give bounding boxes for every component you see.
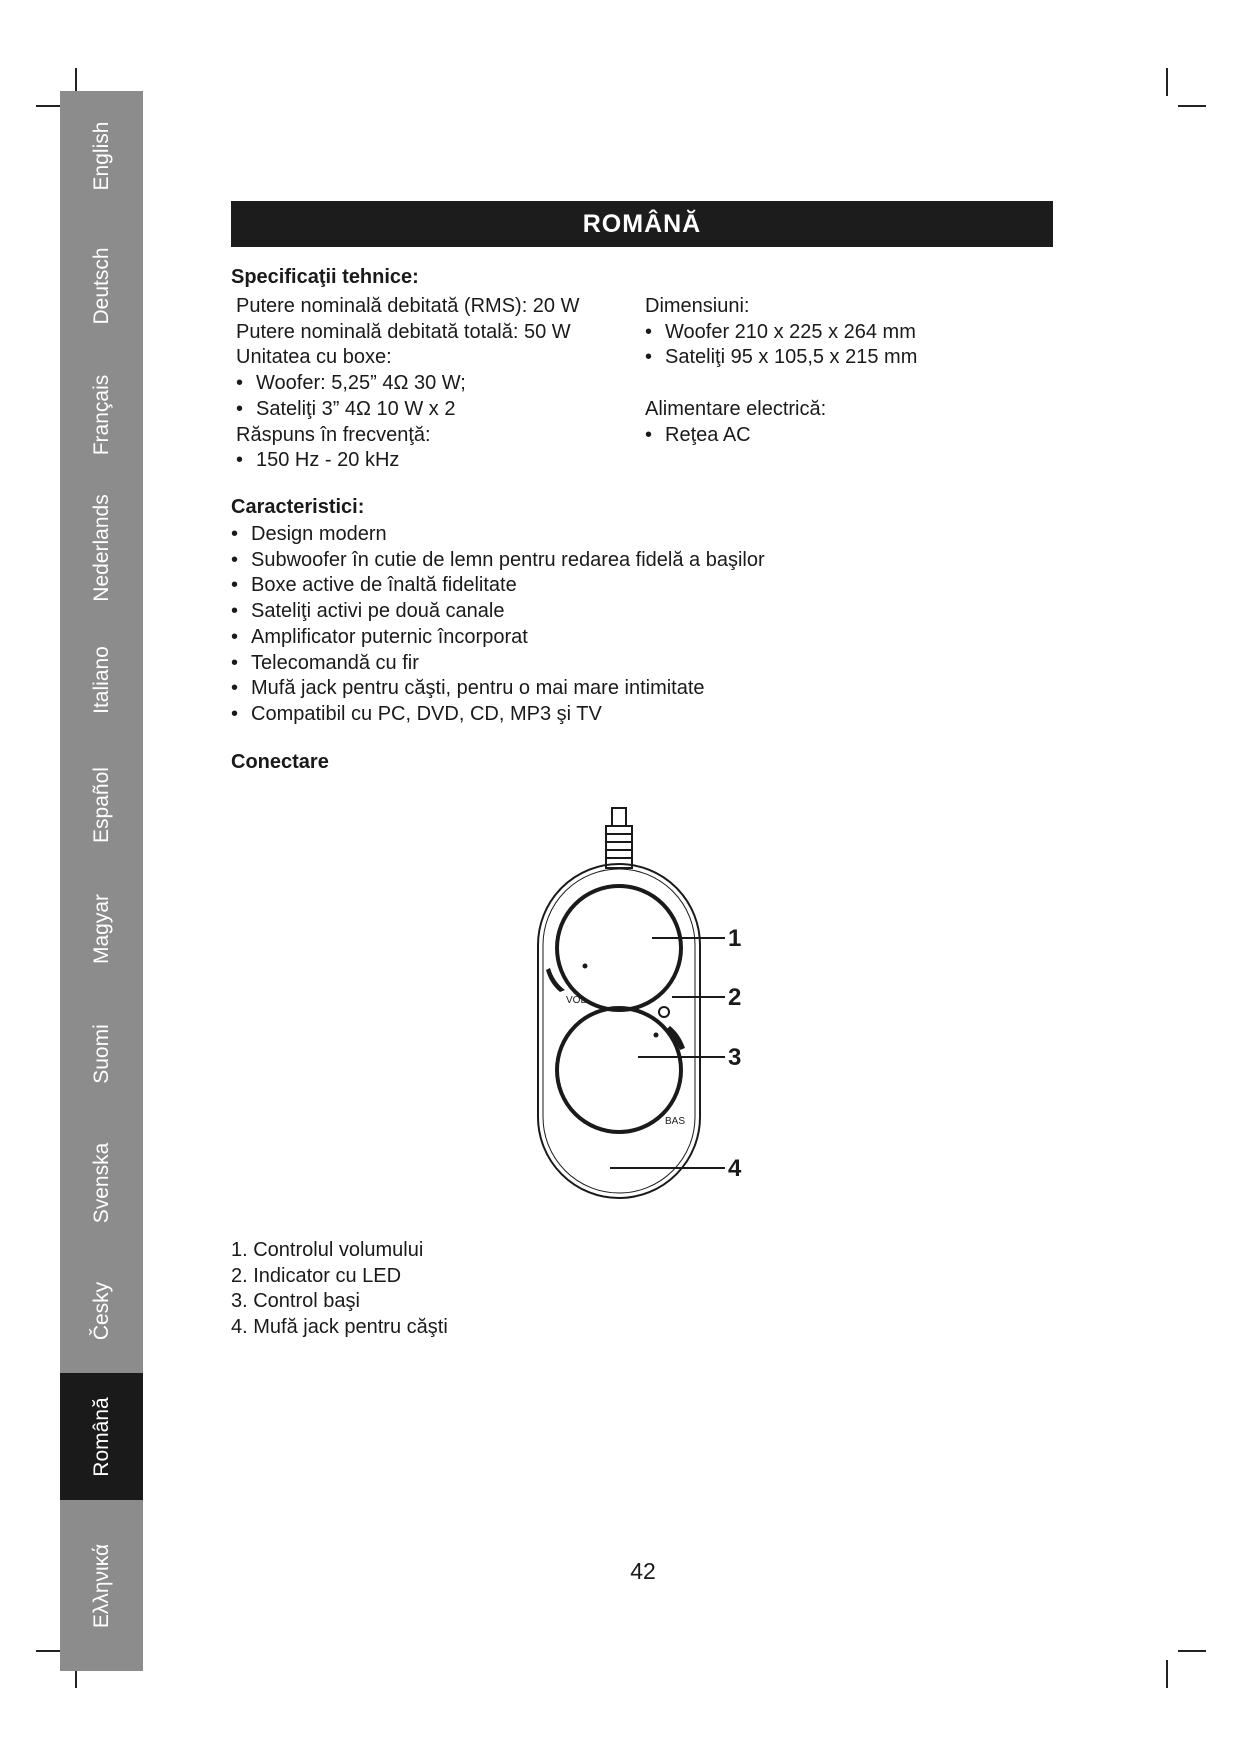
lang-tab-nederlands[interactable] bbox=[60, 478, 143, 617]
spec-line: Alimentare electrică: bbox=[645, 397, 827, 420]
crop-mark bbox=[1178, 1650, 1206, 1652]
callout-number-3: 3 bbox=[728, 1044, 742, 1071]
lang-tab-label: Italiano bbox=[89, 646, 113, 714]
spec-line: • Woofer: 5,25” 4Ω 30 W; bbox=[236, 371, 580, 397]
lang-tab-english[interactable] bbox=[60, 91, 143, 221]
legend-item: 2. Indicator cu LED bbox=[231, 1264, 402, 1287]
language-sidebar bbox=[60, 91, 143, 1671]
features-list bbox=[231, 522, 765, 728]
list-item: • Amplificator puternic încorporat bbox=[231, 625, 765, 651]
spec-line: • Sateliţi 95 x 105,5 x 215 mm bbox=[645, 345, 917, 371]
specs-right-column bbox=[645, 294, 917, 448]
spec-line: Răspuns în frecvenţă: bbox=[236, 423, 431, 446]
spec-spacer bbox=[645, 371, 917, 397]
lang-tab-suomi[interactable] bbox=[60, 991, 143, 1116]
lang-tab-label: Suomi bbox=[89, 1023, 113, 1084]
lang-tab-label: Ελληνικά bbox=[89, 1543, 113, 1628]
lang-tab-greek[interactable] bbox=[60, 1500, 143, 1671]
list-item: • Boxe active de înaltă fidelitate bbox=[231, 573, 765, 599]
remote-body bbox=[538, 864, 700, 1198]
led-indicator bbox=[659, 1007, 669, 1017]
list-item: • Mufă jack pentru căşti, pentru o mai mare intimitate bbox=[231, 676, 765, 702]
spec-line: • Sateliţi 3” 4Ω 10 W x 2 bbox=[236, 397, 580, 423]
section-header: ROMÂNĂ bbox=[231, 201, 1053, 247]
lang-tab-francais[interactable] bbox=[60, 351, 143, 478]
list-item: • Subwoofer în cutie de lemn pentru redarea fidelă a başilor bbox=[231, 548, 765, 574]
callout-number-4: 4 bbox=[728, 1155, 742, 1182]
lang-tab-svenska[interactable] bbox=[60, 1116, 143, 1249]
page-number: 42 bbox=[630, 1558, 656, 1584]
list-item: • Design modern bbox=[231, 522, 765, 548]
specs-left-column bbox=[236, 294, 580, 474]
spec-line: • 150 Hz - 20 kHz bbox=[236, 448, 580, 474]
crop-mark bbox=[1166, 68, 1168, 96]
lang-tab-cesky[interactable] bbox=[60, 1249, 143, 1373]
list-item: • Sateliţi activi pe două canale bbox=[231, 599, 765, 625]
cable-plug bbox=[612, 808, 626, 826]
lang-tab-romana[interactable] bbox=[60, 1373, 143, 1500]
spec-line: • Reţea AC bbox=[645, 423, 917, 449]
list-item: • Compatibil cu PC, DVD, CD, MP3 şi TV bbox=[231, 702, 765, 728]
features-title: Caracteristici: bbox=[231, 496, 365, 518]
crop-mark bbox=[1178, 105, 1206, 107]
connection-title: Conectare bbox=[231, 751, 329, 773]
lang-tab-label: Nederlands bbox=[89, 493, 113, 602]
callout-number-2: 2 bbox=[728, 984, 742, 1011]
lang-tab-label: Magyar bbox=[89, 893, 113, 965]
list-item: • Telecomandă cu fir bbox=[231, 651, 765, 677]
callout-number-1: 1 bbox=[728, 925, 742, 952]
lang-tab-label: Español bbox=[89, 767, 113, 843]
spec-line: Putere nominală debitată totală: 50 W bbox=[236, 320, 571, 343]
legend-item: 3. Control başi bbox=[231, 1290, 360, 1313]
spec-line: Dimensiuni: bbox=[645, 295, 750, 317]
legend-item: 1. Controlul volumului bbox=[231, 1239, 424, 1261]
figure-legend bbox=[231, 1238, 448, 1341]
bass-knob-dot bbox=[654, 1033, 659, 1038]
spec-line: • Woofer 210 x 225 x 264 mm bbox=[645, 320, 917, 346]
volume-knob-dot bbox=[583, 964, 588, 969]
remote-control-diagram bbox=[520, 800, 770, 1220]
lang-tab-espanol[interactable] bbox=[60, 743, 143, 867]
spec-line: Unitatea cu boxe: bbox=[236, 346, 392, 369]
bass-knob bbox=[557, 1008, 681, 1132]
cable-strain-relief bbox=[606, 826, 632, 868]
volume-knob bbox=[557, 886, 681, 1010]
lang-tab-label: English bbox=[89, 121, 113, 191]
crop-mark bbox=[1166, 1660, 1168, 1688]
specs-title: Specificaţii tehnice: bbox=[231, 266, 419, 288]
lang-tab-label: Deutsch bbox=[89, 247, 113, 325]
lang-tab-label: Română bbox=[89, 1396, 113, 1477]
lang-tab-italiano[interactable] bbox=[60, 617, 143, 743]
lang-tab-label: Česky bbox=[89, 1281, 113, 1341]
lang-tab-label: Svenska bbox=[89, 1142, 113, 1223]
spec-line: Putere nominală debitată (RMS): 20 W bbox=[236, 295, 580, 317]
lang-tab-label: Français bbox=[89, 374, 113, 455]
legend-item: 4. Mufă jack pentru căşti bbox=[231, 1316, 448, 1339]
bass-knob-label: BAS bbox=[665, 1116, 686, 1127]
lang-tab-deutsch[interactable] bbox=[60, 221, 143, 351]
lang-tab-magyar[interactable] bbox=[60, 867, 143, 991]
volume-knob-label: VOL bbox=[566, 995, 587, 1006]
